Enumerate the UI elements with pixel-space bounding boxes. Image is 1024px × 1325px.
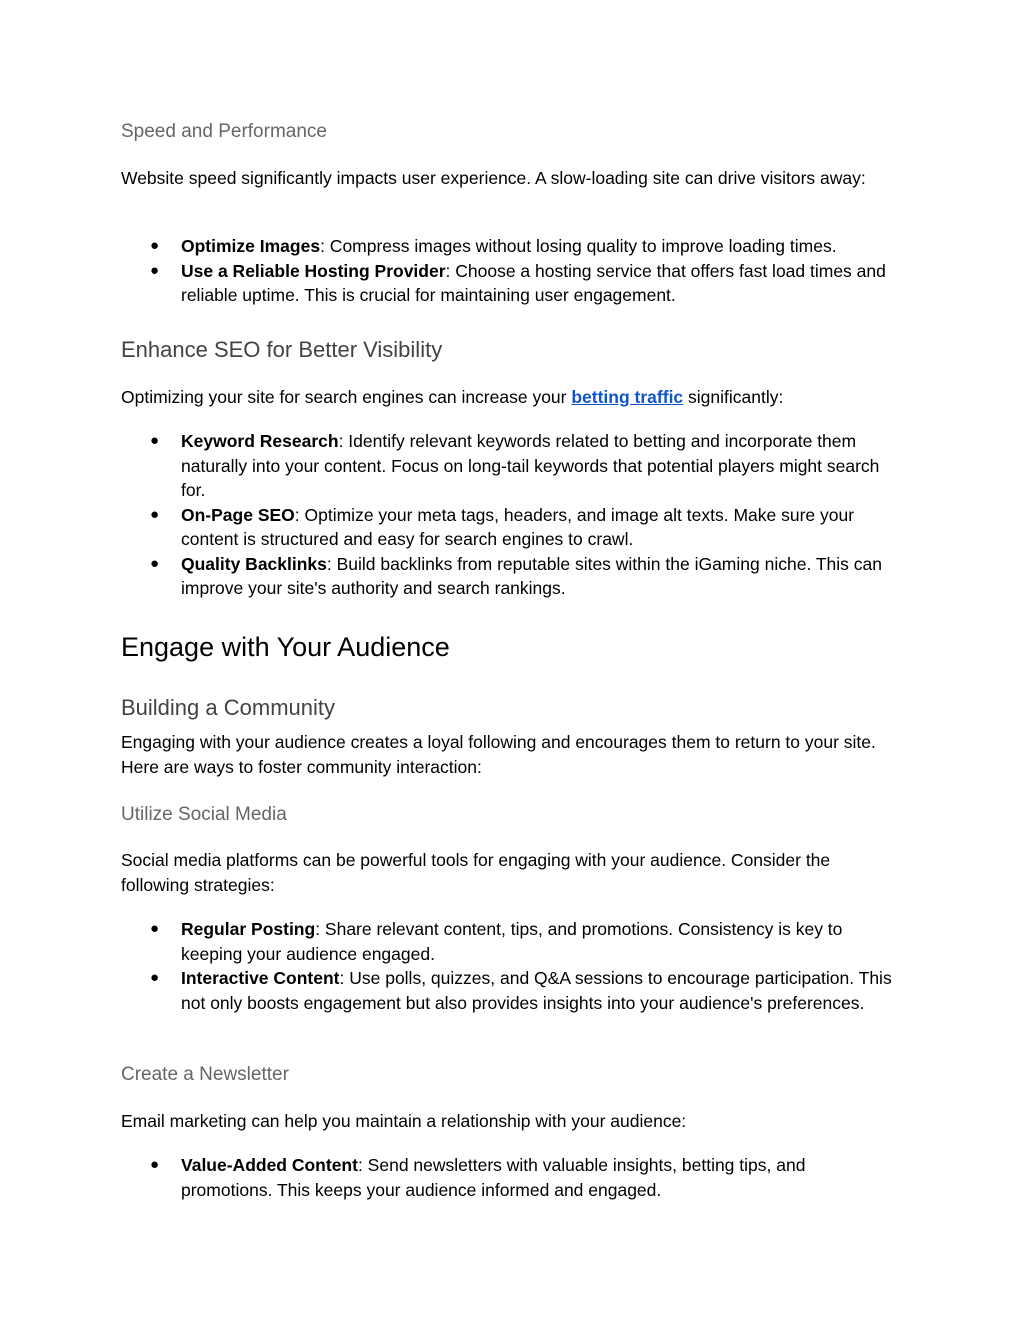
heading-engage-audience: Engage with Your Audience (121, 632, 450, 662)
paragraph-community-intro: Engaging with your audience creates a loyal following and encourages them to return to your site. Here are ways to foster community interaction: (121, 732, 876, 777)
bullet-icon: ● (150, 261, 160, 279)
bullet-icon: ● (150, 920, 160, 937)
list-item-text: : Share relevant content, tips, and promotions. Consistency is key to keeping your audience engaged. (181, 919, 843, 964)
bullet-icon: ● (150, 237, 160, 254)
list-item (121, 429, 901, 503)
list-item-term: Keyword Research (181, 431, 339, 451)
paragraph-newsletter-intro: Email marketing can help you maintain a relationship with your audience: (121, 1111, 687, 1131)
bullet-icon: ● (150, 432, 160, 449)
list-item-term: Quality Backlinks (181, 553, 327, 574)
list-item-text: : Use polls, quizzes, and Q&A sessions to encourage participation. This not only boosts engagement but also provides insights into your audience's preferences. (181, 968, 892, 1013)
heading-building-community: Building a Community (121, 695, 335, 720)
list-item (121, 503, 901, 552)
heading-utilize-social-media: Utilize Social Media (121, 804, 287, 825)
seo-intro-after: significantly: (683, 387, 784, 407)
list-newsletter (121, 1153, 901, 1202)
list-item-term: Regular Posting (181, 919, 316, 939)
betting-traffic-link[interactable]: betting traffic (571, 387, 684, 407)
list-item (121, 917, 901, 966)
list-social (121, 917, 901, 1015)
bullet-icon: ● (150, 969, 160, 986)
list-item-term: Use a Reliable Hosting Provider (181, 260, 446, 281)
list-item-term: On-Page SEO (181, 504, 295, 525)
list-item-term: Value-Added Content (181, 1155, 358, 1175)
list-speed (121, 234, 901, 308)
list-item-text: : Send newsletters with valuable insights, betting tips, and promotions. This keeps your audience informed and engaged. (181, 1155, 806, 1200)
seo-intro-before: Optimizing your site for search engines can increase your (121, 387, 572, 407)
list-item-text: : Build backlinks from reputable sites within the iGaming niche. This can improve your site's authority and search rankings. (181, 553, 882, 598)
heading-create-newsletter: Create a Newsletter (121, 1064, 289, 1085)
paragraph-speed-intro: Website speed significantly impacts user experience. A slow-loading site can drive visitors away: (121, 168, 866, 188)
heading-enhance-seo: Enhance SEO for Better Visibility (121, 337, 443, 362)
bullet-icon: ● (150, 554, 160, 572)
bullet-icon: ● (150, 505, 160, 523)
list-item-text: : Identify relevant keywords related to betting and incorporate them naturally into your content. Focus on long-tail keywords that potential players might search for. (181, 431, 880, 500)
list-seo (121, 429, 901, 601)
list-item (121, 966, 901, 1015)
paragraph-seo-intro (121, 385, 901, 410)
list-item-text: : Compress images without losing quality to improve loading times. (320, 236, 837, 256)
list-item (121, 1153, 901, 1202)
list-item (121, 234, 901, 259)
list-item-text: : Choose a hosting service that offers fast load times and reliable uptime. This is crucial for maintaining user engagement. (181, 260, 886, 305)
heading-speed-performance: Speed and Performance (121, 121, 327, 142)
paragraph-social-intro: Social media platforms can be powerful tools for engaging with your audience. Consider the following strategies: (121, 850, 831, 895)
bullet-icon: ● (150, 1156, 160, 1173)
list-item (121, 552, 901, 601)
list-item (121, 259, 901, 308)
list-item-term: Interactive Content (181, 968, 340, 988)
list-item-term: Optimize Images (181, 236, 321, 256)
list-item-text: : Optimize your meta tags, headers, and image alt texts. Make sure your content is structured and easy for search engines to crawl. (181, 504, 855, 549)
